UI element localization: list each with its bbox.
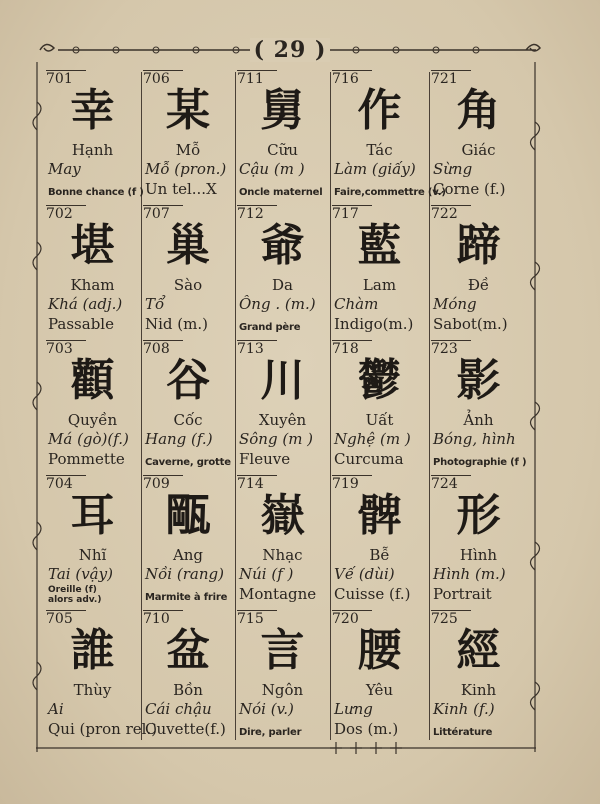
vietnamese-meaning: Sừng — [433, 160, 473, 178]
entry-number: 704 — [46, 476, 73, 492]
chinese-character: 幸 — [70, 85, 115, 136]
entry-number: 701 — [46, 71, 73, 87]
sino-vietnamese-reading: Thùy — [73, 681, 112, 699]
french-meaning: Qui (pron rel.) — [48, 720, 158, 738]
entry-number: 716 — [332, 71, 359, 87]
french-meaning: Portrait — [433, 585, 492, 603]
chinese-character: 爺 — [260, 220, 305, 271]
entry-cell — [44, 70, 144, 205]
french-meaning: Un tel...X — [145, 180, 217, 198]
french-meaning: Indigo(m.) — [334, 315, 414, 333]
sino-vietnamese-reading: Lam — [362, 276, 397, 294]
sino-vietnamese-reading: Bễ — [369, 546, 390, 564]
sino-vietnamese-reading: Hình — [459, 546, 498, 564]
french-meaning: Pommette — [48, 450, 125, 468]
entry-number: 725 — [431, 611, 458, 627]
entry-number: 702 — [46, 206, 73, 222]
vietnamese-meaning: Vế (dùi) — [334, 565, 395, 583]
entry-number: 707 — [143, 206, 170, 222]
entry-number: 705 — [46, 611, 73, 627]
entry-number: 715 — [237, 611, 264, 627]
sino-vietnamese-reading: Tác — [366, 141, 393, 159]
vietnamese-meaning: Nồi (rang) — [145, 565, 224, 583]
entry-cell — [44, 340, 141, 475]
entry-cell — [235, 70, 330, 205]
entry-cell — [429, 70, 528, 205]
sino-vietnamese-reading: Ảnh — [463, 411, 494, 429]
entry-number: 710 — [143, 611, 170, 627]
french-meaning: Bonne chance (f ) — [48, 187, 144, 198]
vietnamese-meaning: Kinh (f.) — [433, 700, 495, 718]
chinese-character: 巢 — [166, 220, 210, 271]
french-meaning: Cuvette(f.) — [145, 720, 226, 738]
french-meaning: Oncle maternel — [239, 187, 323, 198]
chinese-character: 耳 — [70, 490, 115, 541]
entry-number: 718 — [332, 341, 359, 357]
french-meaning: Littérature — [433, 727, 493, 738]
french-meaning: Marmite à frire — [145, 592, 228, 603]
entry-cell — [235, 205, 330, 340]
french-meaning: Grand père — [239, 322, 301, 333]
sino-vietnamese-reading: Quyền — [67, 411, 118, 429]
entry-cell — [330, 205, 429, 340]
entry-number: 711 — [237, 71, 264, 87]
entry-cell — [44, 205, 141, 340]
entry-number: 723 — [431, 341, 458, 357]
sino-vietnamese-reading: Đề — [467, 276, 490, 294]
sino-vietnamese-reading: Da — [272, 276, 293, 294]
chinese-character: 影 — [456, 355, 501, 406]
chinese-character: 舅 — [260, 85, 305, 136]
chinese-character: 髀 — [357, 490, 402, 541]
vietnamese-meaning: Má (gò)(f.) — [48, 430, 129, 448]
sino-vietnamese-reading: Cữu — [267, 141, 298, 159]
entry-number: 706 — [143, 71, 170, 87]
vietnamese-meaning: Bóng, hình — [433, 430, 516, 448]
entry-cell — [141, 340, 235, 475]
sino-vietnamese-reading: Bồn — [173, 681, 203, 699]
chinese-character: 顴 — [70, 355, 115, 406]
vietnamese-meaning: Cậu (m ) — [239, 160, 305, 178]
french-meaning: Oreille (f) alors adv.) — [48, 585, 102, 605]
entry-cell — [330, 610, 429, 745]
entry-number: 703 — [46, 341, 73, 357]
french-meaning: Faire,commettre (v.) — [334, 187, 446, 198]
sino-vietnamese-reading: Giác — [461, 141, 496, 159]
chinese-character: 腰 — [357, 625, 402, 676]
sino-vietnamese-reading: Ngôn — [261, 681, 304, 699]
entry-number: 713 — [237, 341, 264, 357]
sino-vietnamese-reading: Nhạc — [262, 546, 303, 564]
french-meaning: Sabot(m.) — [433, 315, 508, 333]
vietnamese-meaning: Nói (v.) — [239, 700, 294, 718]
page-number: ( 29 ) — [250, 38, 330, 62]
french-meaning: Dire, parler — [239, 727, 302, 738]
french-meaning: Montagne — [239, 585, 317, 603]
vietnamese-meaning: Hình (m.) — [433, 565, 506, 583]
vietnamese-meaning: Sông (m ) — [239, 430, 314, 448]
chinese-character: 誰 — [70, 625, 115, 676]
vietnamese-meaning: Cái chậu — [145, 700, 212, 718]
entry-cell — [141, 475, 235, 610]
entry-number: 721 — [431, 71, 458, 87]
entry-cell — [141, 70, 235, 205]
vietnamese-meaning: Hang (f.) — [145, 430, 213, 448]
chinese-character: 堪 — [70, 220, 115, 271]
vietnamese-meaning: Tai (vậy) — [48, 565, 113, 583]
french-meaning: Caverne, grotte — [145, 457, 231, 468]
vietnamese-meaning: Lưng — [334, 700, 373, 718]
sino-vietnamese-reading: Ang — [172, 546, 204, 564]
sino-vietnamese-reading: Cốc — [173, 411, 203, 429]
entry-number: 719 — [332, 476, 359, 492]
entry-cell — [429, 205, 528, 340]
french-meaning: Corne (f.) — [433, 180, 506, 198]
sino-vietnamese-reading: Hạnh — [71, 141, 114, 159]
chinese-character: 鬱 — [357, 355, 402, 406]
vietnamese-meaning: Móng — [433, 295, 477, 313]
entry-cell — [330, 475, 429, 610]
sino-vietnamese-reading: Uất — [365, 411, 394, 429]
sino-vietnamese-reading: Yêu — [365, 681, 394, 699]
chinese-character: 𤭛 — [166, 490, 210, 541]
chinese-character: 經 — [456, 625, 501, 676]
vietnamese-meaning: Chàm — [334, 295, 379, 313]
entry-number: 709 — [143, 476, 170, 492]
vietnamese-meaning: May — [48, 160, 81, 178]
entry-cell — [429, 610, 528, 745]
character-grid — [44, 70, 528, 746]
vietnamese-meaning: Ai — [48, 700, 64, 718]
entry-number: 712 — [237, 206, 264, 222]
chinese-character: 盆 — [166, 625, 210, 676]
entry-cell — [235, 610, 330, 745]
french-meaning: Cuisse (f.) — [334, 585, 411, 603]
vietnamese-meaning: Ông . (m.) — [239, 295, 316, 313]
sino-vietnamese-reading: Nhĩ — [78, 546, 107, 564]
chinese-character: 作 — [357, 85, 402, 136]
french-meaning: Passable — [48, 315, 114, 333]
chinese-character: 蹄 — [456, 220, 501, 271]
chinese-character: 川 — [260, 355, 305, 406]
chinese-character: 某 — [166, 85, 210, 136]
vietnamese-meaning: Khá (adj.) — [48, 295, 123, 313]
chinese-character: 嶽 — [260, 490, 305, 541]
french-meaning: Curcuma — [334, 450, 404, 468]
entry-number: 724 — [431, 476, 458, 492]
entry-cell — [429, 340, 528, 475]
vietnamese-meaning: Tổ — [145, 295, 165, 313]
french-meaning: Fleuve — [239, 450, 291, 468]
chinese-character: 言 — [260, 625, 305, 676]
vietnamese-meaning: Nghệ (m ) — [334, 430, 411, 448]
sino-vietnamese-reading: Kham — [70, 276, 115, 294]
sino-vietnamese-reading: Sào — [173, 276, 203, 294]
entry-cell — [330, 340, 429, 475]
entry-number: 714 — [237, 476, 264, 492]
sino-vietnamese-reading: Xuyên — [258, 411, 307, 429]
vietnamese-meaning: Làm (giấy) — [334, 160, 416, 178]
entry-cell — [235, 475, 330, 610]
sino-vietnamese-reading: Kinh — [460, 681, 497, 699]
entry-number: 722 — [431, 206, 458, 222]
entry-cell — [44, 475, 141, 610]
sino-vietnamese-reading: Mỗ — [175, 141, 201, 159]
entry-cell — [141, 205, 235, 340]
entry-number: 720 — [332, 611, 359, 627]
french-meaning: Nid (m.) — [145, 315, 208, 333]
chinese-character: 谷 — [166, 355, 210, 406]
vietnamese-meaning: Mỗ (pron.) — [145, 160, 227, 178]
entry-number: 717 — [332, 206, 359, 222]
french-meaning: Photographie (f ) — [433, 457, 527, 468]
chinese-character: 角 — [456, 85, 501, 136]
vietnamese-meaning: Núi (f ) — [239, 565, 294, 583]
chinese-character: 藍 — [357, 220, 402, 271]
chinese-character: 形 — [456, 490, 501, 541]
entry-cell — [141, 610, 235, 745]
french-meaning: Dos (m.) — [334, 720, 399, 738]
entry-cell — [235, 340, 330, 475]
entry-number: 708 — [143, 341, 170, 357]
entry-cell — [429, 475, 528, 610]
